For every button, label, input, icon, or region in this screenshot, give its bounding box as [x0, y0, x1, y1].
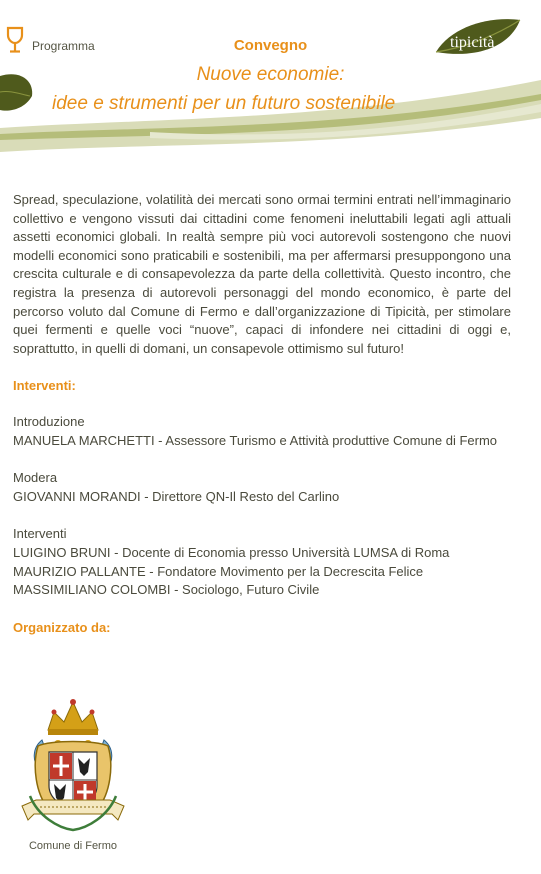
modera-label: Modera	[13, 470, 58, 486]
speaker-colombi: MASSIMILIANO COLOMBI - Sociologo, Futuro Civile	[13, 582, 320, 598]
interventi-label: Interventi	[13, 526, 67, 542]
modera-speaker: GIOVANNI MORANDI - Direttore QN-Il Resto del Carlino	[13, 488, 340, 504]
comune-fermo-crest-icon	[18, 696, 128, 836]
header	[0, 0, 541, 165]
tipicita-logo	[432, 12, 524, 70]
interventi-heading: Interventi:	[13, 378, 76, 394]
title-line-2: idee e strumenti per un futuro sostenibile	[52, 93, 396, 114]
introduzione-speaker: MANUELA MARCHETTI - Assessore Turismo e Attività produttive Comune di Fermo	[13, 432, 498, 448]
title-line-1: Nuove economie:	[196, 64, 345, 85]
kicker: Convegno	[233, 37, 308, 54]
org-name: Comune di Fermo	[28, 840, 118, 852]
organizzato-heading: Organizzato da:	[13, 619, 111, 635]
logo-text: tipicità	[450, 34, 495, 51]
section-label: Programma	[32, 39, 95, 53]
content	[13, 191, 511, 637]
speaker-pallante: MAURIZIO PALLANTE - Fondatore Movimento per la Decrescita Felice	[13, 563, 424, 579]
introduzione-label: Introduzione	[13, 413, 85, 429]
speaker-bruni: LUIGINO BRUNI - Docente di Economia presso Università LUMSA di Roma	[13, 544, 450, 560]
intro-paragraph: Spread, speculazione, volatilità dei mercati sono ormai termini entrati nell’immaginario collettivo e vengono vissuti dai cittadini come fenomeni ineluttabili legati agli attuali assetti economici globali. In realtà sempre più voci autorevoli sostengono che nuovi modelli economici sono praticabili e sostenibili, ma per affermarsi presuppongono una crescita culturale e di consapevolezza da parte della collettività. Questo incontro, che registra la presenza di autorevoli personaggi del mondo economico, è parte del percorso voluto dal Comune di Fermo e dall’organizzazione di Tipicità, per stimolare quei fermenti e quelle voci “nuove”, capaci di infondere nei cittadini di oggi e, soprattutto, in quelli di domani, un consapevole ottimismo sul futuro!	[13, 192, 511, 356]
